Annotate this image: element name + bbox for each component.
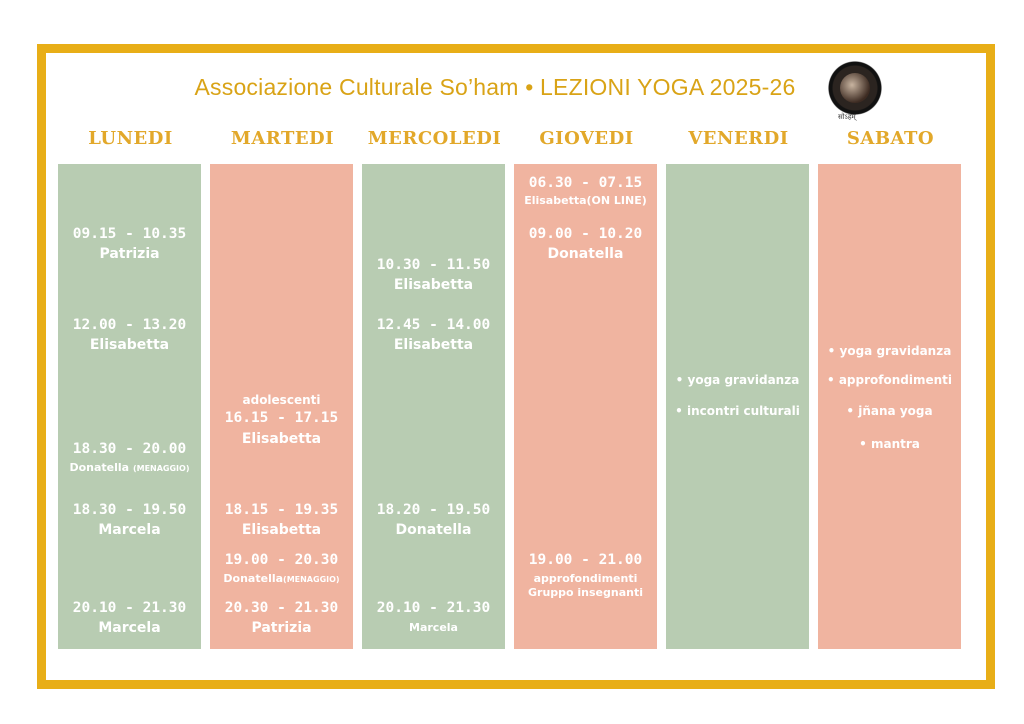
day-header-sat: SABATO xyxy=(846,128,935,149)
mon-slot-5-time: 20.10 - 21.30 xyxy=(72,600,187,616)
wed-slot-3-teacher: Donatella xyxy=(395,522,472,538)
tue-slot-1-note: adolescenti xyxy=(242,393,321,407)
thu-slot-2-teacher: Donatella xyxy=(547,246,624,262)
fri-item-2: • incontri culturali xyxy=(675,404,800,418)
mon-slot-1-teacher: Patrizia xyxy=(99,246,160,262)
tue-slot-2-time: 18.15 - 19.35 xyxy=(224,502,339,518)
thu-slot-3-time: 19.00 - 21.00 xyxy=(528,552,643,568)
wed-slot-2-teacher: Elisabetta xyxy=(393,337,474,353)
day-header-fri: VENERDI xyxy=(688,128,789,149)
day-header-tue: MARTEDI xyxy=(230,128,335,149)
wed-slot-2-time: 12.45 - 14.00 xyxy=(376,317,491,333)
day-header-wed: MERCOLEDI xyxy=(367,128,502,149)
mon-slot-1-time: 09.15 - 10.35 xyxy=(72,226,187,242)
mon-slot-2-time: 12.00 - 13.20 xyxy=(72,317,187,333)
logo-emblem xyxy=(840,73,870,103)
column-fri xyxy=(666,164,809,649)
mon-slot-3-time: 18.30 - 20.00 xyxy=(72,441,187,457)
wed-slot-4-teacher: Marcela xyxy=(409,621,458,634)
sat-item-4: • mantra xyxy=(859,437,920,451)
tue-slot-3-teacher: Donatella(MENAGGIO) xyxy=(223,572,340,585)
tue-slot-3-time: 19.00 - 20.30 xyxy=(224,552,339,568)
column-wed xyxy=(362,164,505,649)
day-header-mon: LUNEDI xyxy=(88,128,173,149)
thu-slot-3-group: Gruppo insegnanti xyxy=(527,586,644,599)
column-mon xyxy=(58,164,201,649)
mon-slot-5-teacher: Marcela xyxy=(98,620,161,636)
sat-item-1: • yoga gravidanza xyxy=(827,344,952,358)
tue-slot-4-time: 20.30 - 21.30 xyxy=(224,600,339,616)
wed-slot-3-time: 18.20 - 19.50 xyxy=(376,502,491,518)
sat-item-3: • jñana yoga xyxy=(846,404,933,418)
mon-slot-4-time: 18.30 - 19.50 xyxy=(72,502,187,518)
logo-caption: सोऽहम् xyxy=(838,113,856,121)
tue-slot-1-teacher: Elisabetta xyxy=(241,431,322,447)
fri-item-1: • yoga gravidanza xyxy=(675,373,800,387)
tue-slot-4-teacher: Patrizia xyxy=(251,620,312,636)
mon-slot-2-teacher: Elisabetta xyxy=(89,337,170,353)
tue-slot-2-teacher: Elisabetta xyxy=(241,522,322,538)
column-tue xyxy=(210,164,353,649)
thu-slot-1-time: 06.30 - 07.15 xyxy=(528,175,643,191)
day-header-thu: GIOVEDI xyxy=(539,128,634,149)
wed-slot-1-time: 10.30 - 11.50 xyxy=(376,257,491,273)
thu-slot-1-teacher: Elisabetta(ON LINE) xyxy=(524,194,647,207)
column-thu xyxy=(514,164,657,649)
wed-slot-1-teacher: Elisabetta xyxy=(393,277,474,293)
page-title: Associazione Culturale So’ham • LEZIONI YOGA 2025-26 xyxy=(194,74,796,100)
thu-slot-3-topic: approfondimenti xyxy=(533,572,638,585)
mon-slot-4-teacher: Marcela xyxy=(98,522,161,538)
mon-slot-3-teacher: Donatella (MENAGGIO) xyxy=(69,461,190,474)
sat-item-2: • approfondimenti xyxy=(826,373,953,387)
soham-logo xyxy=(824,57,886,119)
column-sat xyxy=(818,164,961,649)
tue-slot-1-time: 16.15 - 17.15 xyxy=(224,410,339,426)
thu-slot-2-time: 09.00 - 10.20 xyxy=(528,226,643,242)
wed-slot-4-time: 20.10 - 21.30 xyxy=(376,600,491,616)
